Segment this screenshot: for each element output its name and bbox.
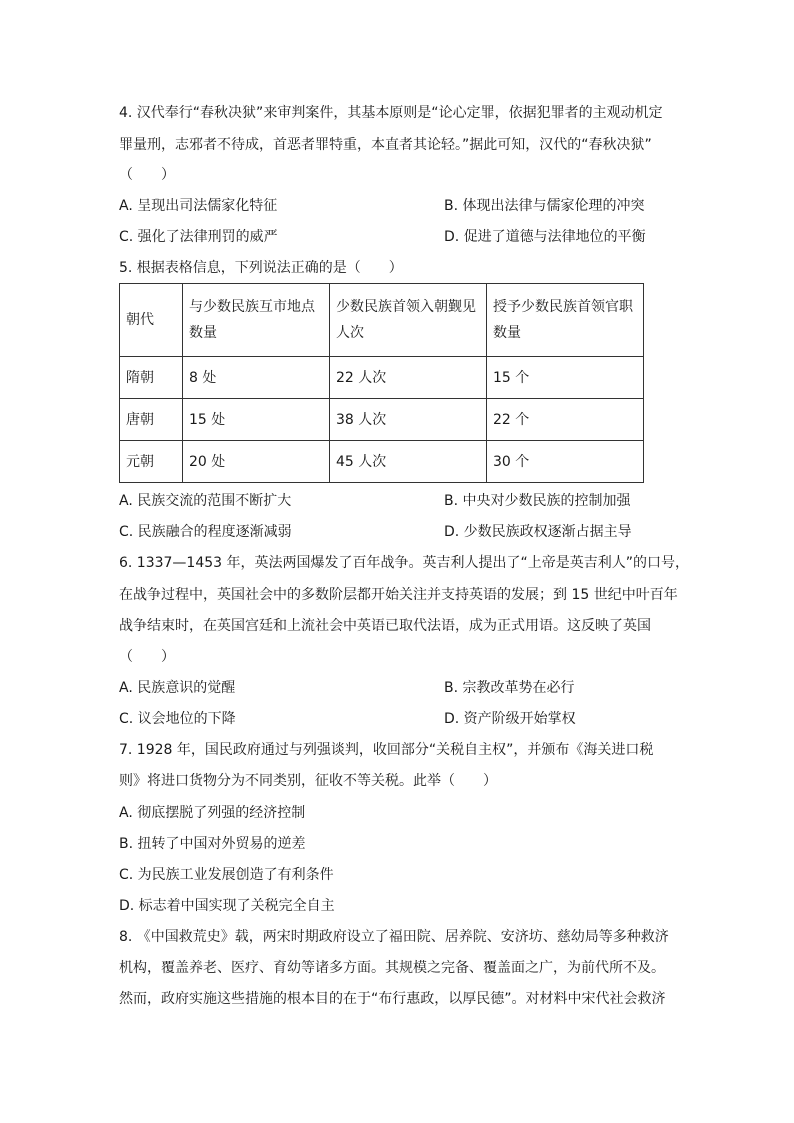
table-cell: 20 处 xyxy=(183,441,330,483)
table-row xyxy=(120,357,644,399)
table-cell: 15 处 xyxy=(183,399,330,441)
table-cell: 8 处 xyxy=(183,357,330,399)
q5-option-b[interactable]: B. 中央对少数民族的控制加强 xyxy=(444,493,631,509)
header-line: 与少数民族互市地点 xyxy=(189,299,315,315)
q8-stem-line-3: 然而，政府实施这些措施的根本目的在于“布行惠政，以厚民德”。对材料中宋代社会救济 xyxy=(119,991,666,1007)
table-header-cell xyxy=(487,284,644,357)
table-cell: 38 人次 xyxy=(330,399,487,441)
q7-stem-line-1: 7. 1928 年，国民政府通过与列强谈判，收回部分“关税自主权”，并颁布《海关进口税 xyxy=(119,742,654,758)
table-header-row xyxy=(120,284,644,357)
table-cell: 22 个 xyxy=(487,399,644,441)
table-cell: 45 人次 xyxy=(330,441,487,483)
q8-stem-line-1: 8. 《中国救荒史》载，两宋时期政府设立了福田院、居养院、安济坊、慈幼局等多种救济 xyxy=(119,929,669,945)
q5-option-c[interactable]: C. 民族融合的程度逐渐减弱 xyxy=(119,524,292,540)
table-cell: 元朝 xyxy=(120,441,183,483)
q5-option-a[interactable]: A. 民族交流的范围不断扩大 xyxy=(119,493,292,509)
q6-option-d[interactable]: D. 资产阶级开始掌权 xyxy=(444,711,576,727)
q6-option-b[interactable]: B. 宗教改革势在必行 xyxy=(444,680,575,696)
header-line: 少数民族首领入朝觐见 xyxy=(336,299,476,315)
q4-option-d[interactable]: D. 促进了道德与法律地位的平衡 xyxy=(444,229,646,245)
header-line: 数量 xyxy=(189,325,217,341)
table-header-cell xyxy=(330,284,487,357)
q7-option-d[interactable]: D. 标志着中国实现了关税完全自主 xyxy=(119,898,335,914)
table-cell: 30 个 xyxy=(487,441,644,483)
q7-stem-line-2: 则》将进口货物分为不同类别，征收不等关税。此举（ ） xyxy=(119,773,497,789)
table-header-cell xyxy=(120,284,183,357)
table-cell: 隋朝 xyxy=(120,357,183,399)
q6-option-a[interactable]: A. 民族意识的觉醒 xyxy=(119,680,236,696)
q4-stem-line-1: 4. 汉代奉行“春秋决狱”来审判案件，其基本原则是“论心定罪，依据犯罪者的主观动机定 xyxy=(119,105,663,121)
q4-option-b[interactable]: B. 体现出法律与儒家伦理的冲突 xyxy=(444,198,645,214)
q6-option-c[interactable]: C. 议会地位的下降 xyxy=(119,711,236,727)
q6-answer-blank: （ ） xyxy=(119,649,175,665)
q4-answer-blank: （ ） xyxy=(119,167,175,183)
table-row xyxy=(120,441,644,483)
header-line: 朝代 xyxy=(126,312,154,328)
q7-option-c[interactable]: C. 为民族工业发展创造了有利条件 xyxy=(119,867,334,883)
q7-option-a[interactable]: A. 彻底摆脱了列强的经济控制 xyxy=(119,805,306,821)
table-header-cell xyxy=(183,284,330,357)
q8-stem-line-2: 机构，覆盖养老、医疗、育幼等诸多方面。其规模之完备、覆盖面之广，为前代所不及。 xyxy=(119,960,665,976)
table-cell: 15 个 xyxy=(487,357,644,399)
q7-option-b[interactable]: B. 扭转了中国对外贸易的逆差 xyxy=(119,836,306,852)
q4-option-c[interactable]: C. 强化了法律刑罚的威严 xyxy=(119,229,278,245)
q6-stem-line-1: 6. 1337—1453 年，英法两国爆发了百年战争。英吉利人提出了“上帝是英吉利人”的口号， xyxy=(119,555,690,571)
table-cell: 22 人次 xyxy=(330,357,487,399)
q4-stem-line-2: 罪量刑，志邪者不待成，首恶者罪特重，本直者其论轻。”据此可知，汉代的“春秋决狱” xyxy=(119,137,652,153)
header-line: 数量 xyxy=(493,325,521,341)
q6-stem-line-2: 在战争过程中，英国社会中的多数阶层都开始关注并支持英语的发展；到 15 世纪中叶百年 xyxy=(119,587,678,603)
header-line: 授予少数民族首领官职 xyxy=(493,299,633,315)
q4-option-a[interactable]: A. 呈现出司法儒家化特征 xyxy=(119,198,278,214)
table-row xyxy=(120,399,644,441)
q5-stem: 5. 根据表格信息，下列说法正确的是（ ） xyxy=(119,260,403,276)
table-cell: 唐朝 xyxy=(120,399,183,441)
header-line: 人次 xyxy=(336,325,364,341)
q6-stem-line-3: 战争结束时，在英国宫廷和上流社会中英语已取代法语，成为正式用语。这反映了英国 xyxy=(119,618,651,634)
q5-option-d[interactable]: D. 少数民族政权逐渐占据主导 xyxy=(444,524,632,540)
q5-data-table xyxy=(119,283,644,483)
